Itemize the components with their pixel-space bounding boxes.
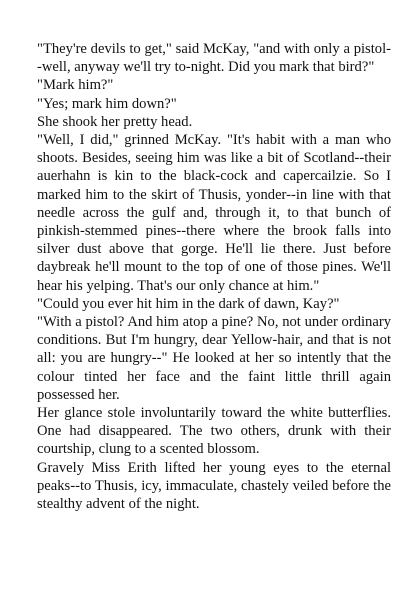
paragraph: Her glance stole involuntarily toward the white butterflies. One had disappeared. The two others, drunk with their courtship, clung to a scented blossom. xyxy=(37,405,391,458)
paragraph: She shook her pretty head. xyxy=(37,113,193,130)
page-text xyxy=(37,40,391,513)
paragraph: "Could you ever hit him in the dark of dawn, Kay?" xyxy=(37,295,340,312)
paragraph: Gravely Miss Erith lifted her young eyes to the eternal peaks--to Thusis, icy, immaculate, chastely veiled before the stealthy advent of the night. xyxy=(37,459,391,513)
paragraph: "They're devils to get," said McKay, "and with only a pistol--well, anyway we'll try to-night. Did you mark that bird?" xyxy=(37,41,391,76)
paragraph: "With a pistol? And him atop a pine? No, not under ordinary conditions. But I'm hungry, dear Yellow-hair, and that is not all: you are hungry--" He looked at her so intently that the colour tinted her face and the faint little thrill again possessed her. xyxy=(37,314,391,403)
paragraph: "Yes; mark him down?" xyxy=(37,95,177,112)
paragraph: "Well, I did," grinned McKay. "It's habit with a man who shoots. Besides, seeing him was like a bit of Scotland--their auerhahn is kin to the black-cock and capercailzie. So I marked him to the skirt of Thusis, yonder--in line with that needle across the gulf and, through it, to that bunch of pinkish-stemmed pines--there where the brook falls into silver dust above that gorge. He'll lie there. Just before daybreak he'll mount to the top of one of those pines. We'll hear his yelping. That's our only chance at him." xyxy=(37,132,391,294)
paragraph: "Mark him?" xyxy=(37,77,114,94)
